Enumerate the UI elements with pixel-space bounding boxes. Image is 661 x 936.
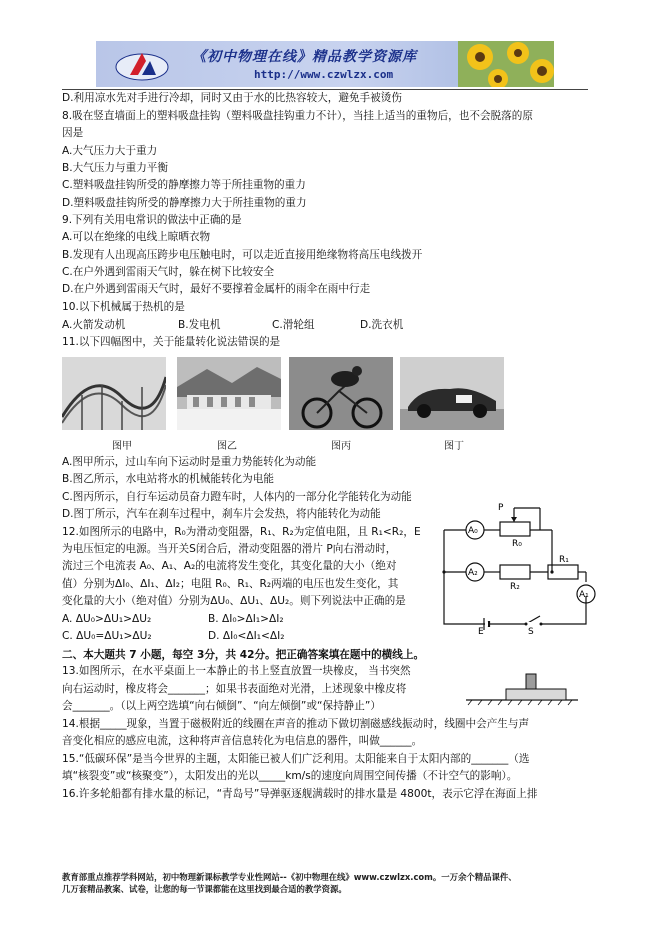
q10-option-c: C.滑轮组 — [272, 319, 315, 331]
circuit-diagram — [430, 500, 600, 635]
caption-bing: 图丙 — [331, 441, 351, 452]
caption-ding: 图丁 — [444, 441, 464, 452]
q11-option-d: D.图丁所示，汽车在刹车过程中，刹车片会发热，将内能转化为动能 — [62, 508, 381, 520]
site-title: 《初中物理在线》精品教学资源库 — [192, 49, 417, 65]
footer-line-1: 教育部重点推荐学科网站，初中物理新课标教学专业性网站--《初中物理在线》www.czwlzx.com。一万余个精品课件、 — [62, 872, 517, 882]
q14-stem-2: 音变化相应的感应电流，这种将声音信息转化为电信息的器件，叫做______。 — [62, 735, 423, 747]
q12-stem-5: 变化量的大小（绝对值）分别为ΔU₀、ΔU₁、ΔU₂。则下列说法中正确的是 — [62, 595, 406, 607]
q12-stem-2: 为电压恒定的电源。当开关S闭合后，滑动变阻器的滑片 P向右滑动时， — [62, 543, 397, 555]
q8-option-d: D.塑料吸盘挂钩所受的静摩擦力大于所挂重物的重力 — [62, 197, 307, 209]
q12-option-a: A. ΔU₀>ΔU₁>ΔU₂ — [62, 613, 152, 625]
q10-stem: 10.以下机械属于热机的是 — [62, 301, 185, 313]
ammeter-a2-label: A₂ — [468, 568, 478, 578]
q8-option-c: C.塑料吸盘挂钩所受的静摩擦力等于所挂重物的重力 — [62, 179, 306, 191]
q10-option-d: D.洗衣机 — [360, 319, 404, 331]
r0-label: R₀ — [512, 539, 522, 549]
q8-option-a: A.大气压力大于重力 — [62, 145, 158, 157]
q9-option-d: D.在户外遇到雷雨天气时，最好不要撑着金属杆的雨伞在雨中行走 — [62, 283, 371, 295]
site-url[interactable]: http://www.czwlzx.com — [254, 68, 394, 81]
q12-option-b: B. ΔI₀>ΔI₁>ΔI₂ — [208, 613, 284, 625]
q8-option-b: B.大气压力与重力平衡 — [62, 162, 168, 174]
slider-p-label: P — [498, 503, 504, 513]
q11-option-b: B.图乙所示，水电站将水的机械能转化为电能 — [62, 473, 274, 485]
header-rule — [62, 89, 588, 90]
q12-option-d: D. ΔI₀<ΔI₁<ΔI₂ — [208, 630, 285, 642]
roller-coaster-photo — [62, 357, 166, 430]
q10-option-a: A.火箭发动机 — [62, 319, 126, 331]
q12-stem-3: 流过三个电流表 A₀、A₁、A₂的电流将发生变化，其变化量的大小（绝对 — [62, 560, 397, 572]
q11-option-a: A.图甲所示，过山车向下运动时是重力势能转化为动能 — [62, 456, 317, 468]
cyclist-photo — [289, 357, 393, 430]
q7-option-d: D.利用凉水先对手进行冷却，同时又由于水的比热容较大，避免手被烫伤 — [62, 92, 402, 104]
page-footer — [62, 871, 517, 895]
q12-stem-4: 值）分别为ΔI₀、ΔI₁、ΔI₂；电阻 R₀、R₁、R₂两端的电压也发生变化，其 — [62, 578, 399, 590]
caption-jia: 图甲 — [112, 441, 132, 452]
q8-stem: 8.吸在竖直墙面上的塑料吸盘挂钩（塑料吸盘挂钩重力不计），当挂上适当的重物后，也不会脱落的原 — [62, 110, 533, 122]
r1-label: R₁ — [559, 555, 569, 565]
q13-stem-3: 会_______。（以上两空选填“向右倾倒”、“向左倾倒”或“保持静止”） — [62, 700, 381, 712]
q13-stem-2: 向右运动时，橡皮将会_______；如果书表面绝对光滑，上述现象中橡皮将 — [62, 683, 407, 695]
q12-stem-1: 12.如图所示的电路中，R₀为滑动变阻器，R₁、R₂为定值电阻，且 R₁<R₂，E — [62, 526, 421, 538]
ammeter-a1-label: A₁ — [579, 590, 589, 600]
q9-option-c: C.在户外遇到雷雨天气时，躲在树下比较安全 — [62, 266, 275, 278]
q12-option-c: C. ΔU₀=ΔU₁>ΔU₂ — [62, 630, 152, 642]
book-eraser-figure — [466, 672, 578, 706]
q8-stem-cont: 因是 — [62, 127, 84, 139]
sunflower-image — [458, 41, 554, 87]
q11-stem: 11.以下四幅图中，关于能量转化说法错误的是 — [62, 336, 281, 348]
r2-label: R₂ — [510, 582, 520, 592]
switch-s-label: S — [528, 627, 534, 635]
q9-stem: 9.下列有关用电常识的做法中正确的是 — [62, 214, 242, 226]
hydropower-dam-photo — [177, 357, 281, 430]
q15-stem-2: 填“核裂变”或“核聚变”），太阳发出的光以_____km/s的速度向周围空间传播（不计空气的影响）。 — [62, 770, 518, 782]
race-car-photo — [400, 357, 504, 430]
caption-yi: 图乙 — [217, 441, 237, 452]
q13-stem-1: 13.如图所示，在水平桌面上一本静止的书上竖直放置一块橡皮， 当书突然 — [62, 665, 411, 677]
q14-stem-1: 14.根据_____现象，当置于磁极附近的线圈在声音的推动下做切割磁感线振动时，线圈中会产生与声 — [62, 718, 530, 730]
q11-option-c: C.图丙所示，自行车运动员奋力蹬车时，人体内的一部分化学能转化为动能 — [62, 491, 412, 503]
q9-option-b: B.发现有人出现高压跨步电压触电时，可以走近直接用绝缘物将高压电线拨开 — [62, 249, 423, 261]
header-banner — [96, 41, 554, 87]
q16-stem-1: 16.许多轮船都有排水量的标记，“青岛号”导弹驱逐舰满载时的排水量是 4800t，表示它浮在海面上排 — [62, 788, 538, 800]
ammeter-a0-label: A₀ — [468, 526, 478, 536]
battery-e-label: E — [478, 627, 484, 635]
q10-option-b: B.发电机 — [178, 319, 221, 331]
site-logo-icon — [112, 47, 172, 83]
section-2-heading: 二、本大题共 7 小题，每空 3分，共 42分。把正确答案填在题中的横线上。 — [62, 649, 425, 661]
q15-stem-1: 15.“低碳环保”是当今世界的主题，太阳能已被人们广泛利用。太阳能来自于太阳内部的_______（选 — [62, 753, 530, 765]
footer-line-2: 几万套精品教案、试卷，让您的每一节课都能在这里找到最合适的教学资源。 — [62, 884, 347, 894]
q9-option-a: A.可以在绝缘的电线上晾晒衣物 — [62, 231, 211, 243]
